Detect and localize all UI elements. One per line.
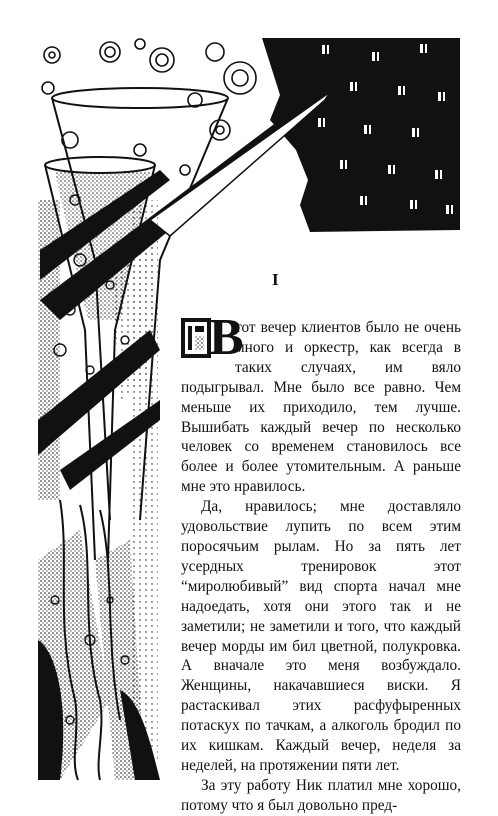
chapter-number: I — [272, 270, 279, 289]
drop-cap — [181, 309, 244, 366]
paragraph-1 — [181, 309, 461, 497]
drop-cap-letter: В — [209, 309, 244, 366]
chapter-body — [181, 309, 461, 816]
paragraph-2: Да, нравилось; мне доставляло удовольствие лупить по всем этим поросячьим рылам. Но за пять лет усердных тренировок этот “миролюбивый” вид спорта начал мне надоедать, хотя они этого так и не заметили; не заметили и того, что каждый вечер морды им бил цветной, полукровка. А вначале это меня возбуждало. Женщины, накачавшиеся виски. Я растаскивал этих расфуфыренных потаскух по тачкам, а алкоголь бродил по их кишкам. Каждый вечер, неделя за неделей, на протяжении пяти лет. — [181, 498, 461, 774]
drop-cap-ornament — [181, 318, 211, 358]
paragraph-3: За эту работу Ник платил мне хорошо, потому что я был довольно пред- — [181, 776, 461, 814]
paragraph-1-text: тот вечер клиентов было не очень много и оркестр, как всегда в таких случаях, им вяло подыгрывал. Мне было все равно. Чем меньше их приходило, тем лучше. Вышибать каждый вечер по несколько человек со временем становилось все более и более утомительным. А раньше мне это нравилось. — [181, 319, 461, 496]
